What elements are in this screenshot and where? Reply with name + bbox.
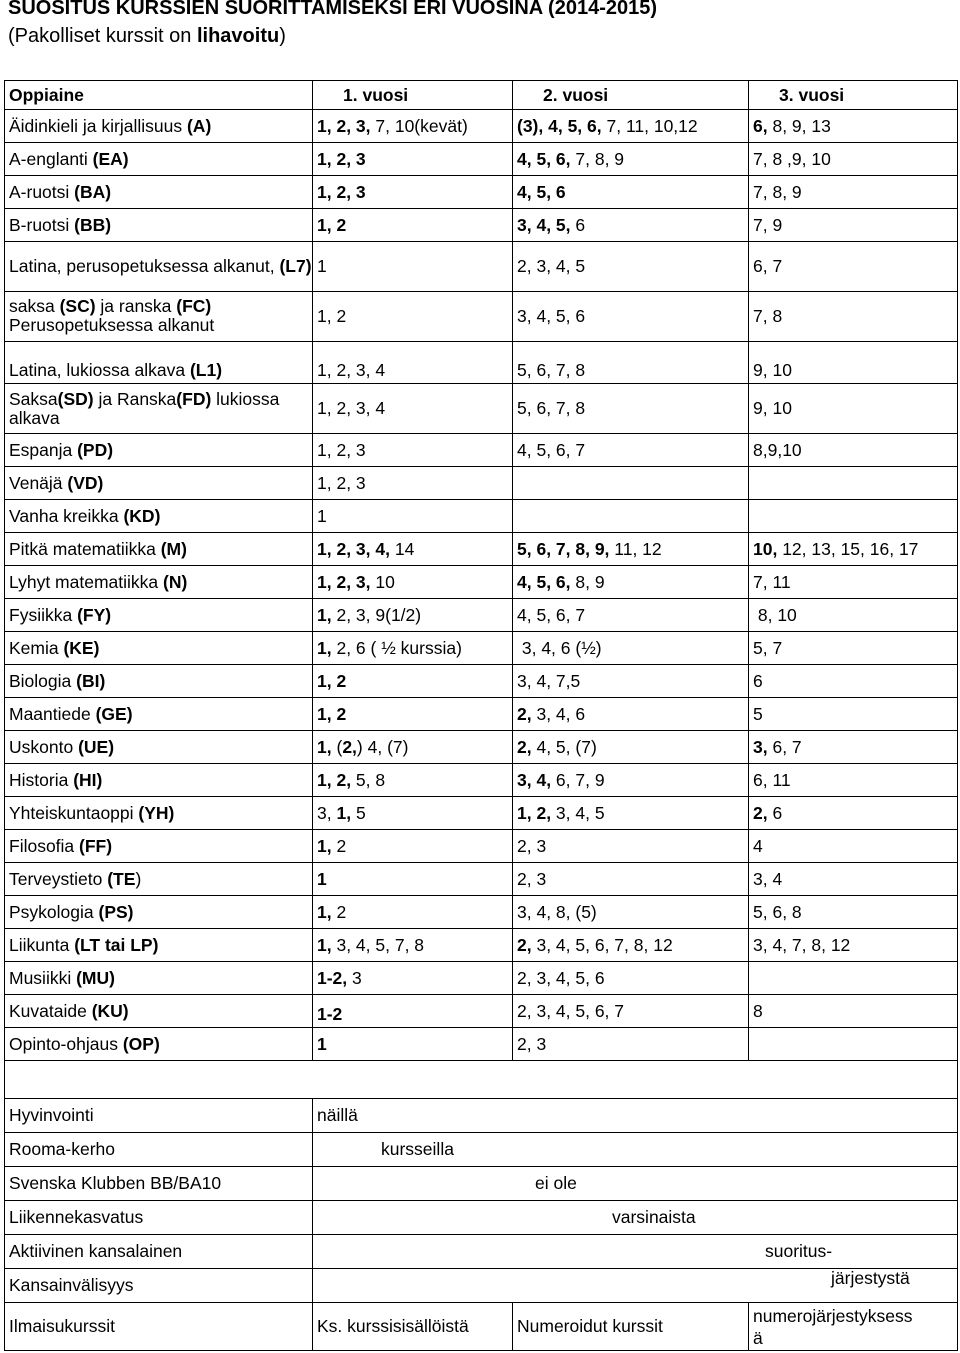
table-row: Kuvataide (KU) 1-2 2, 3, 4, 5, 6, 7 8: [5, 995, 958, 1028]
header-year-1: 1. vuosi: [313, 81, 513, 110]
table-row: Historia (HI) 1, 2, 5, 8 3, 4, 6, 7, 9 6, 11: [5, 764, 958, 797]
header-row: [5, 81, 958, 110]
header-year-2: 2. vuosi: [513, 81, 749, 110]
table-row: A-ruotsi (BA) 1, 2, 3 4, 5, 6 7, 8, 9: [5, 176, 958, 209]
table-row: Psykologia (PS) 1, 2 3, 4, 8, (5) 5, 6, 8: [5, 896, 958, 929]
table-row: Uskonto (UE) 1, (2,) 4, (7) 2, 4, 5, (7) 3, 6, 7: [5, 731, 958, 764]
extra-row: Ilmaisukurssit Ks. kurssisisällöistä Numeroidut kurssit numerojärjestyksess ä: [5, 1303, 958, 1351]
title-line-1: SUOSITUS KURSSIEN SUORITTAMISEKSI ERI VUOSINA (2014-2015): [8, 0, 658, 19]
blank-row: [5, 1061, 958, 1099]
title-line-2: (Pakolliset kurssit on lihavoitu): [8, 25, 286, 47]
table-row: Latina, lukiossa alkava (L1) 1, 2, 3, 4 5, 6, 7, 8 9, 10: [5, 342, 958, 384]
table-row: saksa (SC) ja ranska (FC) Perusopetuksessa alkanut 1, 2 3, 4, 5, 6 7, 8: [5, 292, 958, 342]
header-subject: Oppiaine: [5, 81, 313, 110]
table-row: Äidinkieli ja kirjallisuus (A) 1, 2, 3, 7, 10(kevät) (3), 4, 5, 6, 7, 11, 10,12 6, 8, 9, 13: [5, 110, 958, 143]
table-row: Vanha kreikka (KD) 1: [5, 500, 958, 533]
table-row: Filosofia (FF) 1, 2 2, 3 4: [5, 830, 958, 863]
table-row: Terveystieto (TE) 1 2, 3 3, 4: [5, 863, 958, 896]
title-bold-word: lihavoitu: [196, 25, 280, 47]
extra-row: Kansainvälisyys järjestystä: [5, 1269, 958, 1303]
table-row: Liikunta (LT tai LP) 1, 3, 4, 5, 7, 8 2, 3, 4, 5, 6, 7, 8, 12 3, 4, 7, 8, 12: [5, 929, 958, 962]
table-row: Biologia (BI) 1, 2 3, 4, 7,5 6: [5, 665, 958, 698]
table-row: Maantiede (GE) 1, 2 2, 3, 4, 6 5: [5, 698, 958, 731]
table-row: Kemia (KE) 1, 2, 6 ( ½ kurssia) 3, 4, 6 (½) 5, 7: [5, 632, 958, 665]
extra-row: Liikennekasvatus varsinaista: [5, 1201, 958, 1235]
table-row: B-ruotsi (BB) 1, 2 3, 4, 5, 6 7, 9: [5, 209, 958, 242]
header-year-3: 3. vuosi: [749, 81, 958, 110]
extra-row: Rooma-kerho kursseilla: [5, 1133, 958, 1167]
table-row: Fysiikka (FY) 1, 2, 3, 9(1/2) 4, 5, 6, 7 8, 10: [5, 599, 958, 632]
course-table: [4, 80, 958, 1351]
extra-row: Aktiivinen kansalainen suoritus-: [5, 1235, 958, 1269]
extra-row: Svenska Klubben BB/BA10 ei ole: [5, 1167, 958, 1201]
extra-row: Hyvinvointi näillä: [5, 1099, 958, 1133]
table-row: Espanja (PD) 1, 2, 3 4, 5, 6, 7 8,9,10: [5, 434, 958, 467]
table-row: Venäjä (VD) 1, 2, 3: [5, 467, 958, 500]
table-row: Pitkä matematiikka (M) 1, 2, 3, 4, 14 5, 6, 7, 8, 9, 11, 12 10, 12, 13, 15, 16, 17: [5, 533, 958, 566]
table-row: Yhteiskuntaoppi (YH) 3, 1, 5 1, 2, 3, 4, 5 2, 6: [5, 797, 958, 830]
document-title: [8, 0, 657, 50]
table-row: Lyhyt matematiikka (N) 1, 2, 3, 10 4, 5, 6, 8, 9 7, 11: [5, 566, 958, 599]
table-row: Latina, perusopetuksessa alkanut, (L7) 1 2, 3, 4, 5 6, 7: [5, 242, 958, 292]
table-row: Opinto-ohjaus (OP) 1 2, 3: [5, 1028, 958, 1061]
table-row: A-englanti (EA) 1, 2, 3 4, 5, 6, 7, 8, 9 7, 8 ,9, 10: [5, 143, 958, 176]
table-row: Saksa(SD) ja Ranska(FD) lukiossa alkava 1, 2, 3, 4 5, 6, 7, 8 9, 10: [5, 384, 958, 434]
table-row: Musiikki (MU) 1-2, 3 2, 3, 4, 5, 6: [5, 962, 958, 995]
